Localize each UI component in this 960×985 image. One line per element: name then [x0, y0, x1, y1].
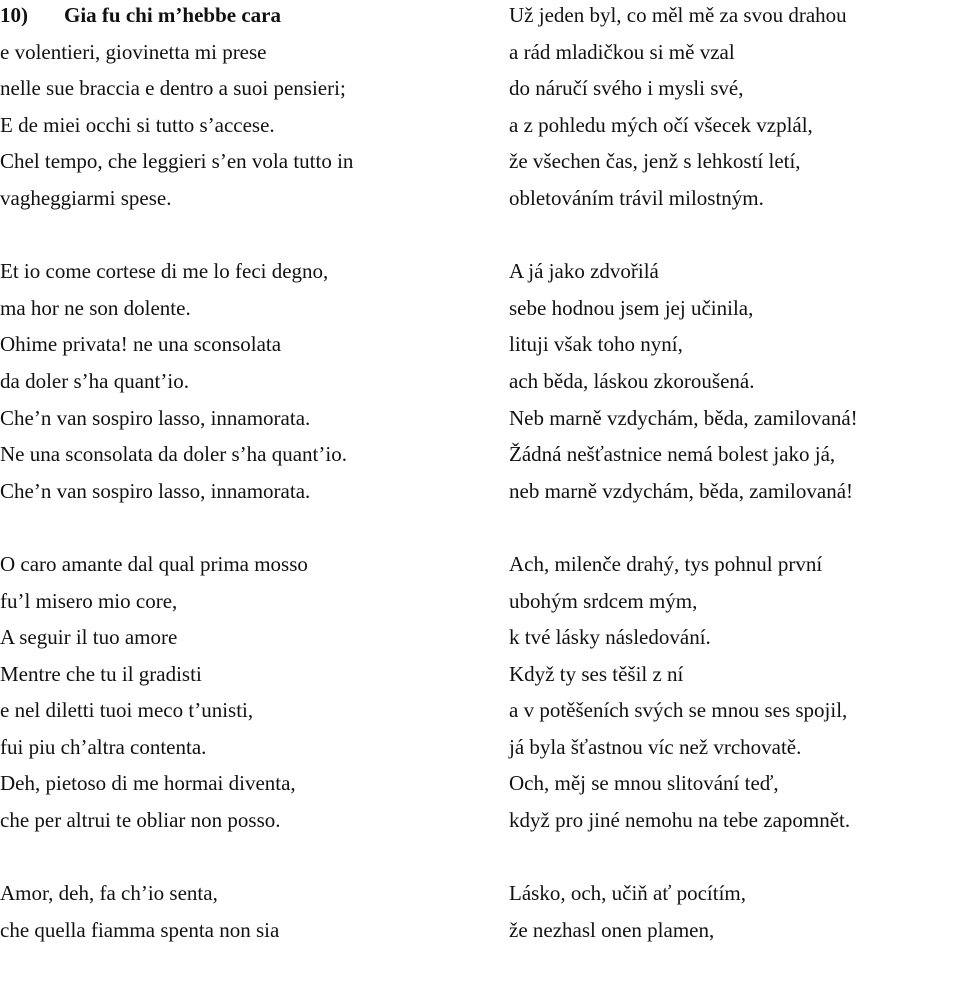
italian-line: Amor, deh, fa ch’io senta,: [0, 881, 218, 906]
italian-line: e volentieri, giovinetta mi prese: [0, 39, 267, 64]
czech-line: lituji však toho nyní,: [509, 332, 683, 357]
poem-number: 10): [0, 3, 28, 27]
czech-stanza-1: [509, 0, 960, 217]
italian-line: Che’n van sospiro lasso, innamorata.: [0, 478, 311, 503]
italian-line: da doler s’ha quant’io.: [0, 368, 189, 393]
italian-line: A seguir il tuo amore: [0, 625, 178, 650]
italian-stanza-2: [0, 253, 495, 509]
czech-line: ach běda, láskou zkoroušená.: [509, 368, 755, 393]
italian-line: Chel tempo, che leggieri s’en vola tutto in: [0, 149, 354, 174]
czech-line: Žádná nešťastnice nemá bolest jako já,: [509, 442, 836, 467]
italian-line: Ne una sconsolata da doler s’ha quant’io.: [0, 442, 347, 467]
czech-line: Když ty ses těšil z ní: [509, 661, 684, 686]
italian-line: ma hor ne son dolente.: [0, 295, 191, 320]
czech-line: Už jeden byl, co měl mě za svou drahou: [509, 3, 847, 27]
czech-line: obletováním trávil milostným.: [509, 185, 764, 210]
czech-line: Ach, milenče drahý, tys pohnul první: [509, 551, 823, 576]
czech-line: A já jako zdvořilá: [509, 259, 659, 284]
czech-line: do náručí svého i mysli své,: [509, 76, 744, 101]
italian-line: Deh, pietoso di me hormai diventa,: [0, 771, 296, 796]
czech-line: a v potěšeních svých se mnou ses spojil,: [509, 698, 848, 723]
czech-line: Lásko, och, učiň ať pocítím,: [509, 881, 746, 906]
czech-line: a z pohledu mých očí všecek vzplál,: [509, 112, 813, 137]
czech-line: ubohým srdcem mým,: [509, 588, 698, 613]
italian-line: nelle sue braccia e dentro a suoi pensieri;: [0, 76, 346, 101]
czech-stanza-2: [509, 253, 960, 509]
italian-line: e nel diletti tuoi meco t’unisti,: [0, 698, 254, 723]
czech-line: že všechen čas, jenž s lehkostí letí,: [509, 149, 801, 174]
czech-line: Och, měj se mnou slitování teď,: [509, 771, 779, 796]
czech-line: Neb marně vzdychám, běda, zamilovaná!: [509, 405, 858, 430]
czech-line: neb marně vzdychám, běda, zamilovaná!: [509, 478, 854, 503]
italian-line: vagheggiarmi spese.: [0, 185, 172, 210]
czech-line: já byla šťastnou víc než vrchovatě.: [509, 734, 802, 759]
italian-line: Mentre che tu il gradisti: [0, 661, 202, 686]
czech-line: že nezhasl onen plamen,: [509, 917, 715, 942]
italian-stanza-4: [0, 875, 495, 948]
italian-line: fui piu ch’altra contenta.: [0, 734, 207, 759]
italian-line: E de miei occhi si tutto s’accese.: [0, 112, 275, 137]
italian-stanza-1: [0, 34, 495, 217]
czech-stanza-4: [509, 875, 960, 948]
italian-line: Che’n van sospiro lasso, innamorata.: [0, 405, 311, 430]
czech-line: k tvé lásky následování.: [509, 625, 711, 650]
italian-line: Et io come cortese di me lo feci degno,: [0, 259, 329, 284]
italian-line: che per altrui te obliar non posso.: [0, 808, 281, 833]
czech-line: a rád mladičkou si mě vzal: [509, 39, 735, 64]
czech-line: sebe hodnou jsem jej učinila,: [509, 295, 754, 320]
czech-stanza-3: [509, 546, 960, 839]
italian-line: fu’l misero mio core,: [0, 588, 178, 613]
poem-title: Gia fu chi m’hebbe cara: [64, 3, 281, 27]
italian-line: che quella fiamma spenta non sia: [0, 917, 280, 942]
czech-column: [509, 0, 960, 985]
italian-line: O caro amante dal qual prima mosso: [0, 551, 308, 576]
poem-header: [0, 0, 495, 34]
italian-stanza-3: [0, 546, 495, 839]
italian-line: Ohime privata! ne una sconsolata: [0, 332, 282, 357]
czech-line: když pro jiné nemohu na tebe zapomnět.: [509, 808, 851, 833]
